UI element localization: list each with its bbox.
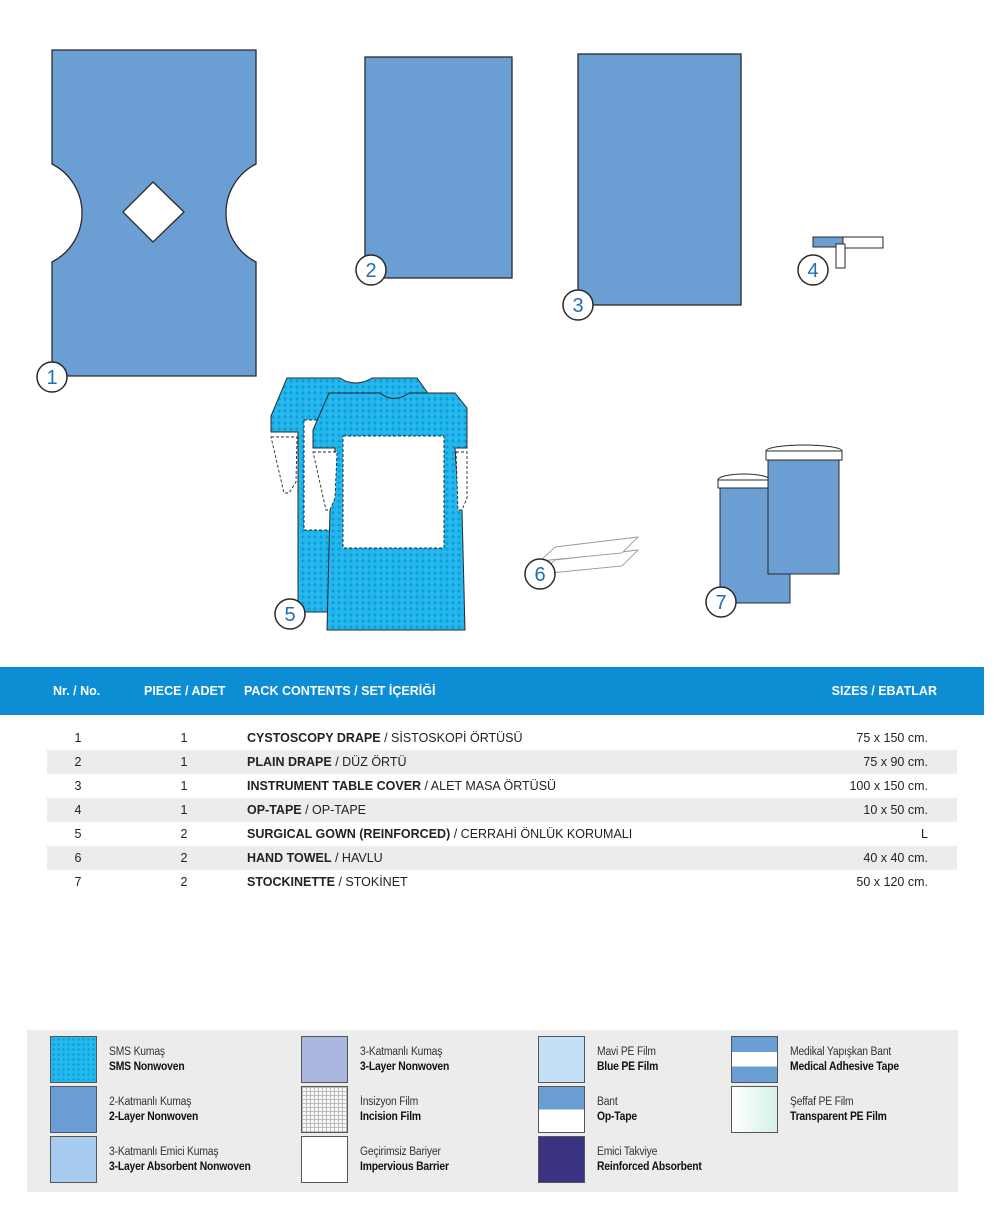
row-piece: 1	[180, 731, 188, 745]
row-number: 5	[74, 827, 82, 841]
svg-text:1: 1	[46, 367, 58, 389]
item-number-6	[525, 559, 555, 589]
legend-label-tr: İnsizyon Film	[360, 1095, 419, 1108]
header-number: Nr. / No.	[53, 684, 101, 698]
svg-text:5: 5	[284, 604, 296, 626]
legend-label-en: Reinforced Absorbent	[597, 1160, 702, 1173]
svg-text:3: 3	[572, 295, 584, 317]
table-row	[47, 726, 957, 750]
row-number: 1	[74, 731, 82, 745]
legend-label-en: 3-Layer Nonwoven	[360, 1060, 450, 1073]
legend-item-incision	[301, 1086, 428, 1133]
instrument-table-cover-figure	[578, 54, 741, 305]
row-size: L	[921, 827, 928, 841]
table-row	[47, 846, 957, 870]
legend-label-tr: Geçirimsiz Bariyer	[360, 1145, 441, 1158]
item-number-4	[798, 255, 828, 285]
legend-label-tr: SMS Kumaş	[109, 1045, 165, 1058]
header-sizes: SIZES / EBATLAR	[831, 684, 937, 698]
three-layer-absorbent-swatch	[50, 1136, 97, 1183]
three-layer-nonwoven-swatch	[301, 1036, 348, 1083]
legend-item-3layer	[301, 1036, 459, 1083]
row-piece: 1	[180, 779, 188, 793]
row-name: OP-TAPE / OP-TAPE	[247, 803, 367, 817]
legend-label-tr: 3-Katmanlı Emici Kumaş	[109, 1145, 219, 1158]
svg-text:4: 4	[807, 260, 819, 282]
svg-text:7: 7	[715, 592, 727, 614]
row-name: HAND TOWEL / HAVLU	[247, 851, 383, 865]
legend-label-en: Incision Film	[360, 1110, 421, 1123]
table-row	[47, 798, 957, 822]
row-size: 40 x 40 cm.	[863, 851, 928, 865]
row-number: 3	[74, 779, 82, 793]
blue-pe-film-swatch	[538, 1036, 585, 1083]
incision-film-swatch	[301, 1086, 348, 1133]
legend-label-en: 2-Layer Nonwoven	[109, 1110, 199, 1123]
legend-label-tr: Medikal Yapışkan Bant	[790, 1045, 892, 1058]
header-piece: PIECE / ADET	[144, 684, 226, 698]
row-name: STOCKINETTE / STOKİNET	[247, 875, 408, 889]
row-piece: 2	[180, 851, 188, 865]
legend-item-3layer-absorbent	[50, 1136, 266, 1183]
legend-label-en: Medical Adhesive Tape	[790, 1060, 899, 1073]
material-legend	[27, 1030, 958, 1192]
row-size: 10 x 50 cm.	[863, 803, 928, 817]
row-name: CYSTOSCOPY DRAPE / SİSTOSKOPİ ÖRTÜSÜ	[247, 731, 523, 745]
row-piece: 1	[180, 755, 188, 769]
table-row	[47, 822, 957, 846]
row-name: PLAIN DRAPE / DÜZ ÖRTÜ	[247, 755, 407, 769]
row-number: 7	[74, 875, 82, 889]
legend-item-transparent-pe	[731, 1086, 897, 1133]
plain-drape-figure	[365, 57, 512, 278]
transparent-pe-film-swatch	[731, 1086, 778, 1133]
legend-label-tr: Şeffaf PE Film	[790, 1095, 854, 1108]
pack-contents-table	[47, 726, 957, 894]
legend-label-tr: Bant	[597, 1095, 618, 1108]
row-piece: 2	[180, 875, 188, 889]
table-row	[47, 750, 957, 774]
row-size: 75 x 90 cm.	[863, 755, 928, 769]
legend-label-en: 3-Layer Absorbent Nonwoven	[109, 1160, 251, 1173]
op-tape-swatch	[538, 1086, 585, 1133]
legend-label-en: Blue PE Film	[597, 1060, 659, 1073]
row-piece: 2	[180, 827, 188, 841]
header-contents: PACK CONTENTS / SET İÇERİĞİ	[244, 684, 436, 698]
cystoscopy-drape-figure	[52, 50, 256, 376]
row-name: SURGICAL GOWN (REINFORCED) / CERRAHİ ÖNLÜK KORUMALI	[247, 827, 633, 841]
row-number: 4	[74, 803, 82, 817]
item-number-5	[275, 599, 305, 629]
impervious-barrier-swatch	[301, 1136, 348, 1183]
item-number-7	[706, 587, 736, 617]
legend-label-tr: Emici Takviye	[597, 1145, 658, 1158]
legend-label-tr: 2-Katmanlı Kumaş	[109, 1095, 192, 1108]
legend-label-tr: Mavi PE Film	[597, 1045, 656, 1058]
legend-item-sms	[50, 1036, 193, 1083]
table-header	[0, 667, 984, 715]
reinforced-absorbent-swatch	[538, 1136, 585, 1183]
row-size: 50 x 120 cm.	[856, 875, 928, 889]
item-number-3	[563, 290, 593, 320]
legend-item-adhesive-tape	[731, 1036, 911, 1083]
legend-label-en: Impervious Barrier	[360, 1160, 449, 1173]
legend-item-blue-pe	[538, 1036, 665, 1083]
legend-item-barrier	[301, 1136, 459, 1183]
stockinette-figure	[718, 445, 842, 603]
legend-item-2layer	[50, 1086, 208, 1133]
row-number: 6	[74, 851, 82, 865]
row-size: 100 x 150 cm.	[849, 779, 928, 793]
two-layer-nonwoven-swatch	[50, 1086, 97, 1133]
svg-text:2: 2	[365, 260, 377, 282]
legend-label-en: SMS Nonwoven	[109, 1060, 185, 1073]
legend-item-optape	[538, 1086, 641, 1133]
legend-label-en: Transparent PE Film	[790, 1110, 887, 1123]
item-number-1	[37, 362, 67, 392]
legend-label-tr: 3-Katmanlı Kumaş	[360, 1045, 443, 1058]
svg-text:6: 6	[534, 564, 546, 586]
legend-item-reinforced	[538, 1136, 713, 1183]
table-row	[47, 870, 957, 894]
row-number: 2	[74, 755, 82, 769]
row-name: INSTRUMENT TABLE COVER / ALET MASA ÖRTÜSÜ	[247, 779, 557, 793]
row-piece: 1	[180, 803, 188, 817]
legend-label-en: Op-Tape	[597, 1110, 637, 1123]
table-row	[47, 774, 957, 798]
row-size: 75 x 150 cm.	[856, 731, 928, 745]
item-number-2	[356, 255, 386, 285]
medical-adhesive-tape-swatch	[731, 1036, 778, 1083]
sms-nonwoven-swatch	[50, 1036, 97, 1083]
surgical-gown-front-figure	[313, 393, 467, 630]
